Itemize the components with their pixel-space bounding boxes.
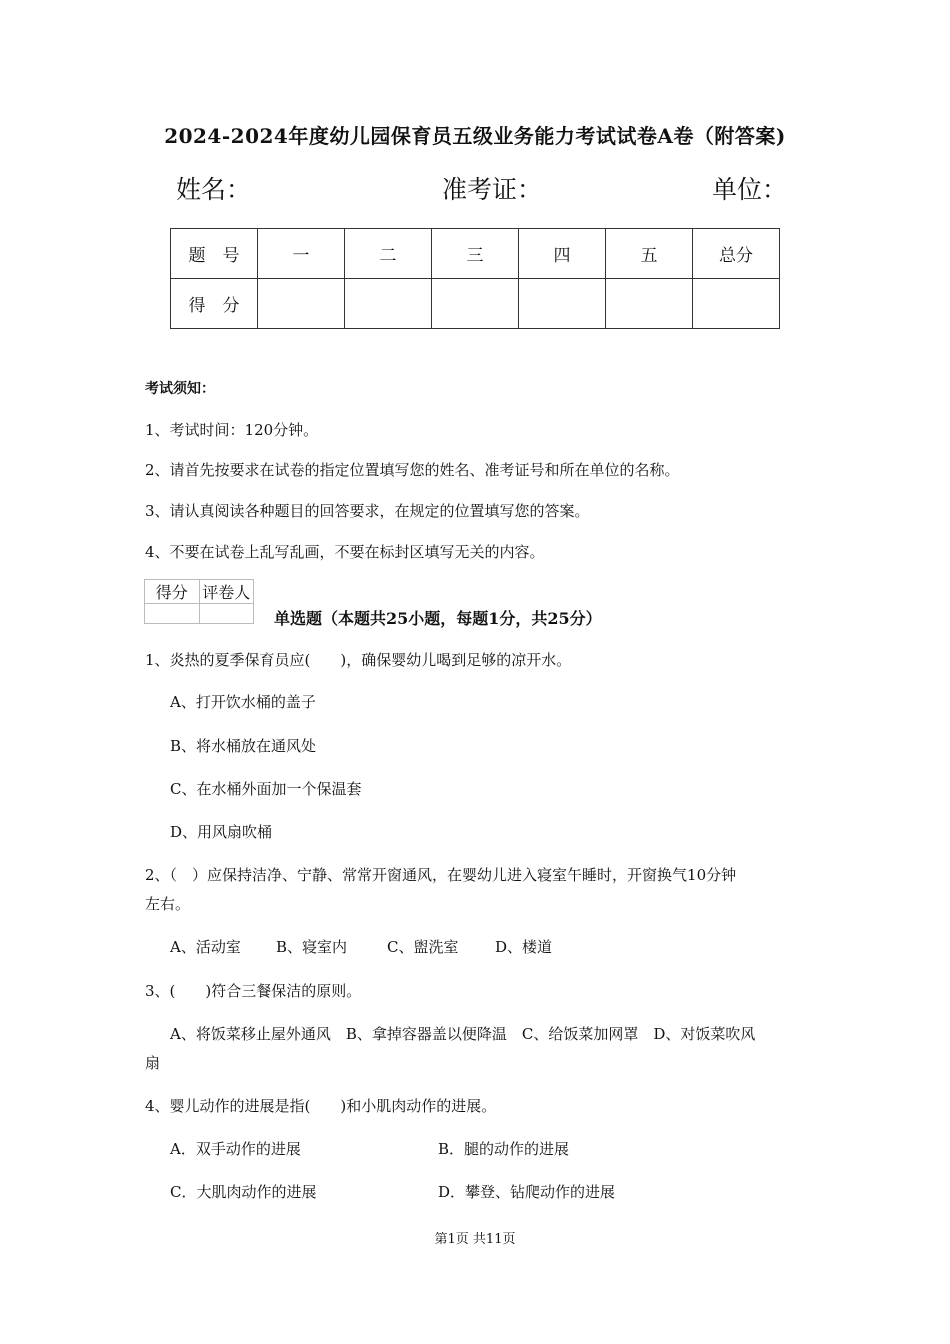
question-stem: 1、炎热的夏季保育员应( )，确保婴幼儿喝到足够的凉开水。: [145, 651, 572, 669]
question-option: B．腿的动作的进展: [438, 1140, 570, 1158]
question-options-line: A、将饭菜移止屋外通风 B、拿掉容器盖以便降温 C、给饭菜加网罩 D、对饭菜吹风: [170, 1025, 756, 1043]
question-option: A．双手动作的进展: [170, 1140, 301, 1158]
question-options-continued: 扇: [145, 1054, 161, 1072]
grader-score-label: 得分: [145, 580, 200, 604]
question-option: B、将水桶放在通风处: [170, 737, 317, 755]
score-table: [170, 228, 780, 329]
name-label: 姓名：: [176, 175, 252, 204]
score-row-label: 得 分: [171, 279, 258, 329]
score-table-header-cell: 二: [345, 229, 432, 279]
question-option: A、打开饮水桶的盖子: [170, 693, 316, 711]
notice-item: 4、不要在试卷上乱写乱画，不要在标封区填写无关的内容。: [145, 543, 545, 561]
score-table-header-cell: 四: [519, 229, 606, 279]
score-table-header-cell: 题 号: [171, 229, 258, 279]
unit-label: 单位：: [712, 175, 788, 204]
notice-item: 3、请认真阅读各种题目的回答要求，在规定的位置填写您的答案。: [145, 502, 590, 520]
question-option: B、寝室内: [276, 938, 348, 956]
question-stem: 2、（ ）应保持洁净、宁静、常常开窗通风，在婴幼儿进入寝室午睡时，开窗换气10分钟: [145, 866, 737, 884]
question-stem: 4、婴儿动作的进展是指( )和小肌肉动作的进展。: [145, 1097, 497, 1115]
question-option: C、盥洗室: [387, 938, 459, 956]
question-stem-continued: 左右。: [145, 895, 191, 913]
notice-heading: 考试须知：: [145, 381, 215, 397]
notice-item: 1、考试时间：120分钟。: [145, 421, 319, 439]
grader-reviewer-cell[interactable]: [199, 604, 254, 624]
notice-item: 2、请首先按要求在试卷的指定位置填写您的姓名、准考证号和所在单位的名称。: [145, 461, 680, 479]
grader-reviewer-label: 评卷人: [199, 580, 254, 604]
exam-number-label: 准考证：: [442, 175, 543, 204]
score-table-header-cell: 一: [258, 229, 345, 279]
page-title: 2024-2024年度幼儿园保育员五级业务能力考试试卷A卷（附答案): [164, 124, 786, 148]
score-cell[interactable]: [432, 279, 519, 329]
score-table-header-cell: 三: [432, 229, 519, 279]
score-cell[interactable]: [606, 279, 693, 329]
question-option: A、活动室: [170, 938, 241, 956]
score-table-header-cell: 五: [606, 229, 693, 279]
question-option: C．大肌肉动作的进展: [170, 1183, 317, 1201]
section-title: 单选题（本题共25小题，每题1分，共25分）: [274, 609, 602, 628]
question-option: D．攀登、钻爬动作的进展: [438, 1183, 616, 1201]
score-table-header-row: [171, 229, 780, 279]
score-table-score-row: [171, 279, 780, 329]
grader-score-cell[interactable]: [145, 604, 200, 624]
score-cell[interactable]: [345, 279, 432, 329]
score-cell[interactable]: [258, 279, 345, 329]
score-table-header-cell: 总分: [693, 229, 780, 279]
page-footer: 第1页 共11页: [434, 1232, 516, 1247]
question-option: C、在水桶外面加一个保温套: [170, 780, 362, 798]
question-option: D、用风扇吹桶: [170, 823, 273, 841]
score-cell[interactable]: [693, 279, 780, 329]
question-option: D、楼道: [495, 938, 553, 956]
question-stem: 3、( )符合三餐保洁的原则。: [145, 982, 362, 1000]
grader-box: [144, 579, 254, 624]
score-cell[interactable]: [519, 279, 606, 329]
